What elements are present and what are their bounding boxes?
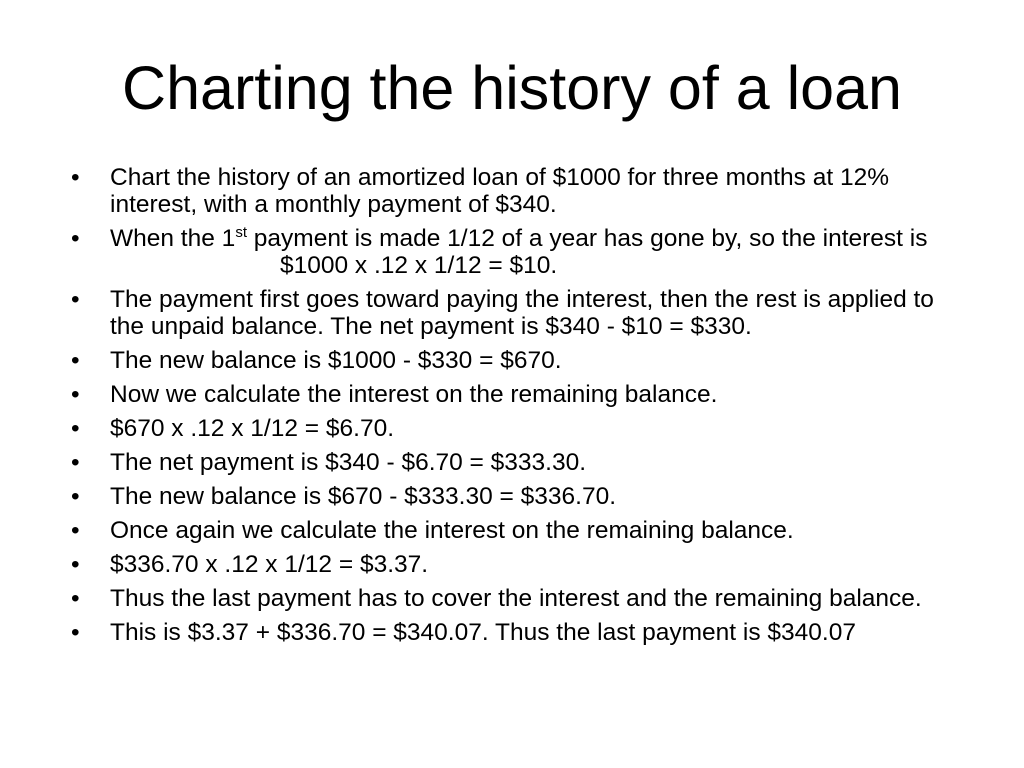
bullet-item xyxy=(71,449,971,476)
bullet-text: The new balance is $670 - $333.30 = $336.70. xyxy=(110,483,617,510)
bullet-text-part: When the 1 xyxy=(110,225,236,252)
bullet-text: Now we calculate the interest on the remaining balance. xyxy=(110,381,718,408)
bullet-item xyxy=(71,415,971,442)
bullet-text: Thus the last payment has to cover the interest and the remaining balance. xyxy=(110,585,922,612)
bullet-text: The payment first goes toward paying the interest, then the rest is applied to the unpaid balance. The net payment is $340 - $10 = $330. xyxy=(110,286,934,340)
bullet-item xyxy=(71,164,971,218)
bullet-text: Chart the history of an amortized loan of $1000 for three months at 12% interest, with a monthly payment of $340. xyxy=(110,164,889,218)
bullet-text: Once again we calculate the interest on the remaining balance. xyxy=(110,517,794,544)
bullet-text: The net payment is $340 - $6.70 = $333.30. xyxy=(110,449,587,476)
slide-title: Charting the history of a loan xyxy=(122,54,902,122)
bullet-item xyxy=(71,381,971,408)
ordinal-superscript: st xyxy=(235,224,247,241)
bullet-item xyxy=(71,551,971,578)
bullet-item xyxy=(71,225,971,279)
bullet-icon: • xyxy=(71,551,80,578)
bullet-text xyxy=(110,225,971,279)
bullet-text: $336.70 x .12 x 1/12 = $3.37. xyxy=(110,551,429,578)
bullet-icon: • xyxy=(71,381,80,408)
bullet-list xyxy=(71,164,971,653)
bullet-item xyxy=(71,517,971,544)
bullet-icon: • xyxy=(71,517,80,544)
interest-formula: $1000 x .12 x 1/12 = $10. xyxy=(280,252,558,279)
bullet-icon: • xyxy=(71,415,80,442)
bullet-item xyxy=(71,585,971,612)
bullet-text: The new balance is $1000 - $330 = $670. xyxy=(110,347,562,374)
bullet-icon: • xyxy=(71,483,80,510)
bullet-icon: • xyxy=(71,164,80,191)
bullet-item xyxy=(71,286,971,340)
bullet-icon: • xyxy=(71,449,80,476)
bullet-text: This is $3.37 + $336.70 = $340.07. Thus the last payment is $340.07 xyxy=(110,619,856,646)
bullet-item xyxy=(71,347,971,374)
bullet-icon: • xyxy=(71,286,80,313)
bullet-icon: • xyxy=(71,585,80,612)
bullet-text: $670 x .12 x 1/12 = $6.70. xyxy=(110,415,395,442)
bullet-item xyxy=(71,483,971,510)
bullet-item xyxy=(71,619,971,646)
bullet-icon: • xyxy=(71,225,80,252)
bullet-text-part: payment is made 1/12 of a year has gone by, so the interest is xyxy=(246,225,928,252)
bullet-icon: • xyxy=(71,619,80,646)
bullet-icon: • xyxy=(71,347,80,374)
